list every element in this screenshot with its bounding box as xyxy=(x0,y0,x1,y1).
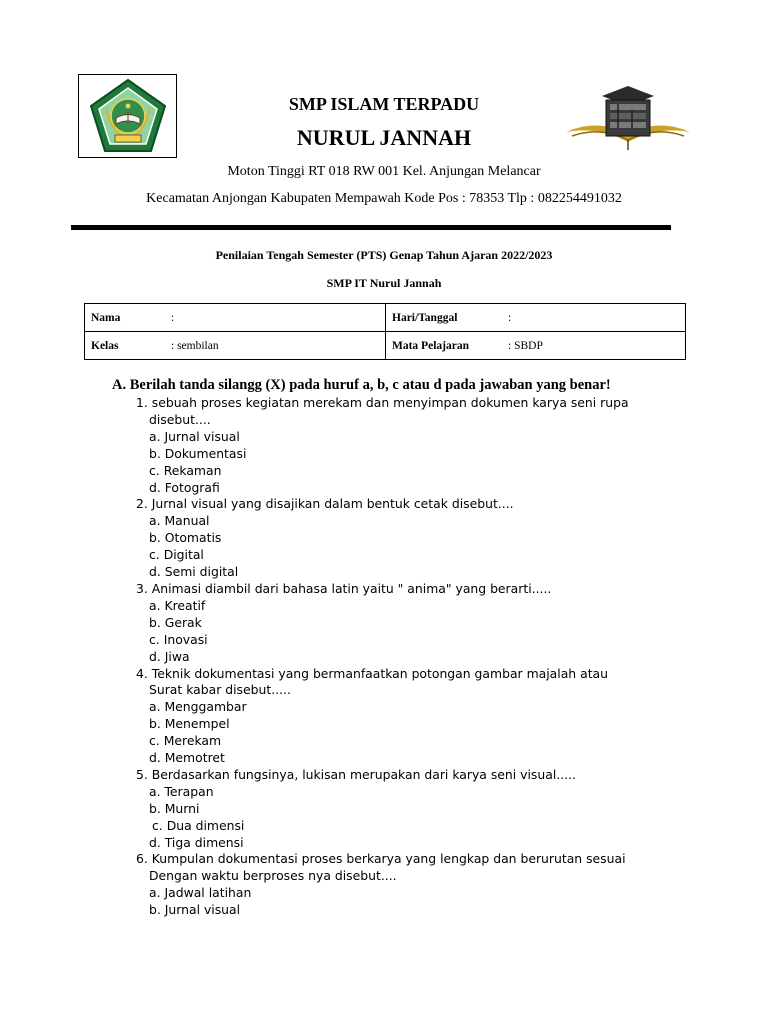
kelas-label: Kelas xyxy=(91,339,119,352)
question-1-option-d: d. Fotografi xyxy=(149,479,220,495)
kelas-cell xyxy=(85,332,386,360)
question-2-text: 2. Jurnal visual yang disajikan dalam bentuk cetak disebut.... xyxy=(136,496,514,512)
book-logo xyxy=(562,82,694,156)
nama-label: Nama xyxy=(91,311,121,324)
question-3-option-d: d. Jiwa xyxy=(149,648,190,664)
student-info-table xyxy=(84,303,686,360)
school-subname: NURUL JANNAH xyxy=(296,125,472,150)
question-2-option-c: c. Digital xyxy=(149,547,204,563)
hari-label: Hari/Tanggal xyxy=(392,311,458,324)
question-5-text: 5. Berdasarkan fungsinya, lukisan merupakan dari karya seni visual..... xyxy=(136,766,576,782)
question-1-text-cont: disebut.... xyxy=(149,411,211,427)
question-2-option-a: a. Manual xyxy=(149,513,210,529)
nama-value: : xyxy=(171,311,175,324)
question-list xyxy=(136,395,629,919)
question-3-option-b: b. Gerak xyxy=(149,614,202,630)
mapel-label: Mata Pelajaran xyxy=(392,339,469,352)
question-5-option-b: b. Murni xyxy=(149,800,200,816)
question-2-option-b: b. Otomatis xyxy=(149,530,222,546)
question-3-text: 3. Animasi diambil dari bahasa latin yaitu " anima" yang berarti..... xyxy=(136,580,552,596)
question-5-option-a: a. Terapan xyxy=(149,783,214,799)
section-a-title: A. Berilah tanda silangg (X) pada huruf a, b, c atau d pada jawaban yang benar! xyxy=(112,377,611,393)
question-2-option-d: d. Semi digital xyxy=(149,564,239,580)
question-4-text: 4. Teknik dokumentasi yang bermanfaatkan potongan gambar majalah atau xyxy=(136,665,608,681)
question-6-text: 6. Kumpulan dokumentasi proses berkarya yang lengkap dan berurutan sesuai xyxy=(136,851,626,867)
question-5-option-c: c. Dua dimensi xyxy=(152,817,245,833)
mapel-cell xyxy=(386,332,686,360)
question-4-option-d: d. Memotret xyxy=(149,750,225,766)
question-1-option-c: c. Rekaman xyxy=(149,462,222,478)
question-1-text: 1. sebuah proses kegiatan merekam dan menyimpan dokumen karya seni rupa xyxy=(136,395,629,410)
table-row xyxy=(85,332,686,360)
question-4-option-b: b. Menempel xyxy=(149,716,230,732)
address-line-1: Moton Tinggi RT 018 RW 001 Kel. Anjungan Melancar xyxy=(227,164,541,179)
question-3-option-a: a. Kreatif xyxy=(149,597,206,613)
question-5-option-d: d. Tiga dimensi xyxy=(149,834,244,850)
exam-title: Penilaian Tengah Semester (PTS) Genap Tahun Ajaran 2022/2023 xyxy=(215,248,553,262)
mapel-value: : SBDP xyxy=(508,339,543,352)
question-6-option-b: b. Jurnal visual xyxy=(149,902,241,918)
open-book-graduation-icon xyxy=(562,82,694,156)
hari-value: : xyxy=(508,311,512,324)
kelas-value: : sembilan xyxy=(171,339,219,352)
address-line-2: Kecamatan Anjongan Kabupaten Mempawah Kode Pos : 78353 Tlp : 082254491032 xyxy=(146,191,622,206)
table-row xyxy=(85,304,686,332)
question-6-text-cont: Dengan waktu berproses nya disebut.... xyxy=(149,868,397,884)
question-6-option-a: a. Jadwal latihan xyxy=(149,885,252,901)
question-1-option-a: a. Jurnal visual xyxy=(149,428,240,444)
question-4-option-a: a. Menggambar xyxy=(149,699,247,715)
header-divider xyxy=(71,225,671,230)
school-name: SMP ISLAM TERPADU xyxy=(288,94,480,114)
question-1-option-b: b. Dokumentasi xyxy=(149,445,247,461)
hari-cell xyxy=(386,304,686,332)
question-4-option-c: c. Merekam xyxy=(149,733,222,749)
nama-cell xyxy=(85,304,386,332)
exam-school: SMP IT Nurul Jannah xyxy=(326,276,442,290)
question-3-option-c: c. Inovasi xyxy=(149,631,208,647)
question-4-text-cont: Surat kabar disebut..... xyxy=(149,682,291,698)
